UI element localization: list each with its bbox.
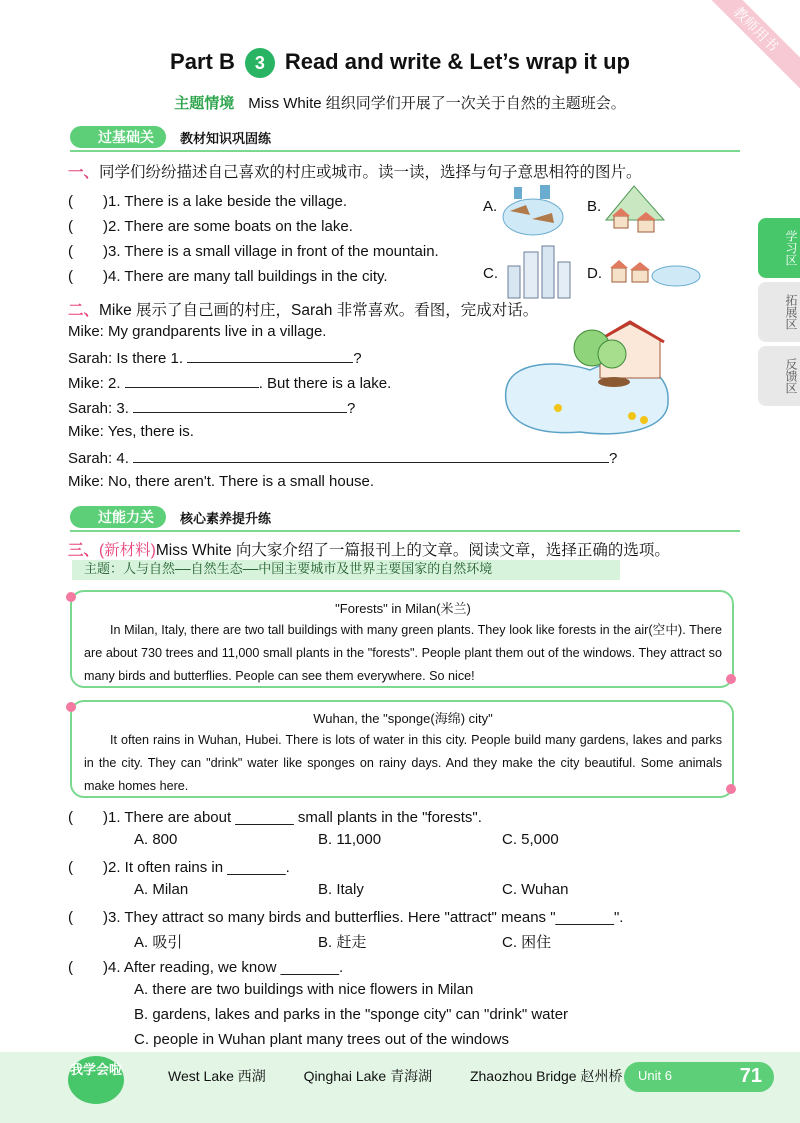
- q3-number: 三、: [68, 542, 100, 559]
- village-lake-illustration: [500, 320, 676, 440]
- q1-label-d: D.: [587, 265, 602, 282]
- heart-icon: [66, 592, 76, 602]
- heart-icon: [726, 674, 736, 684]
- question-stem: ( )2. It often rains in _______.: [68, 859, 290, 876]
- question-stem: ( )3. They attract so many birds and butterflies. Here "attract" means "_______".: [68, 909, 624, 926]
- dialogue-text: Sarah: 3.: [68, 400, 129, 417]
- q1-item: ( )4. There are many tall buildings in the city.: [68, 268, 388, 285]
- option-a[interactable]: A. there are two buildings with nice flowers in Milan: [134, 981, 474, 998]
- q1-number: 一、: [68, 164, 100, 181]
- dialogue-text: Sarah: 4.: [68, 450, 129, 467]
- q3-heading-text: Miss White 向大家介绍了一篇报刊上的文章。阅读文章，选择正确的选项。: [155, 542, 670, 559]
- unit-label: Unit 6: [638, 1068, 672, 1083]
- lesson-title: Read and write & Let’s wrap it up: [284, 48, 630, 74]
- q2-number: 二、: [68, 302, 100, 319]
- new-material-tag: (新材料): [99, 542, 156, 559]
- dialogue-line: Mike: Yes, there is.: [68, 423, 194, 440]
- heart-icon: [66, 702, 76, 712]
- dialogue-end: ?: [353, 350, 362, 367]
- scene-tag: 主题情境: [174, 95, 235, 112]
- passage-wuhan: [70, 700, 734, 798]
- scene-intro: [0, 92, 800, 113]
- dialogue-line: Mike: My grandparents live in a village.: [68, 323, 327, 340]
- option-b[interactable]: B. 11,000: [318, 831, 382, 848]
- q1-label-a: A.: [483, 198, 498, 215]
- option-b[interactable]: B. 赶走: [318, 934, 367, 951]
- dialogue-line: [68, 373, 391, 392]
- option-c[interactable]: C. 5,000: [502, 831, 559, 848]
- option-a[interactable]: A. 800: [134, 831, 178, 848]
- passage-body: It often rains in Wuhan, Hubei. There is lots of water in this city. People build many gardens, lakes and parks in the city. They can "drink" water like sponges on rainy days. And they make the city beautiful. Some animals make homes here.: [84, 733, 722, 793]
- village-mountain-picture: [604, 180, 670, 240]
- dialogue-line: [68, 348, 362, 367]
- answer-blank[interactable]: [133, 448, 609, 463]
- q2-heading-text: Mike 展示了自己画的村庄，Sarah 非常喜欢。看图，完成对话。: [99, 302, 539, 319]
- passage-title: Wuhan, the "sponge(海绵) city": [313, 711, 493, 726]
- q3-heading: [68, 538, 670, 560]
- answer-blank[interactable]: [125, 373, 259, 388]
- question-stem: ( )1. There are about _______ small plants in the "forests".: [68, 809, 482, 826]
- passage-title: "Forests" in Milan(米兰): [335, 601, 471, 616]
- section-ability-pill: 过能力关: [70, 506, 166, 528]
- dialogue-end: ?: [347, 400, 356, 417]
- vocab-item: Qinghai Lake 青海湖: [303, 1068, 433, 1084]
- page-number: 71: [739, 1065, 762, 1087]
- teacher-edition-ribbon: 教师用书: [685, 0, 800, 100]
- question-stem: ( )4. After reading, we know _______.: [68, 959, 344, 976]
- dialogue-line: [68, 398, 355, 417]
- dialogue-text: Mike: 2.: [68, 375, 121, 392]
- option-c[interactable]: C. Wuhan: [502, 881, 569, 898]
- tab-study[interactable]: 学习区: [758, 218, 800, 278]
- page-title: [0, 48, 800, 78]
- q1-item: ( )3. There is a small village in front of the mountain.: [68, 243, 439, 260]
- vocab-item: West Lake 西湖: [168, 1068, 266, 1084]
- theme-banner: 主题：人与自然——自然生态——中国主要城市及世界主要国家的自然环境: [72, 560, 620, 580]
- city-buildings-picture: [504, 244, 574, 300]
- section-ability-sub: 核心素养提升练: [180, 511, 272, 526]
- section-ability: [70, 506, 740, 532]
- tab-extend[interactable]: 拓展区: [758, 282, 800, 342]
- section-basic: [70, 126, 740, 152]
- village-lake-picture: [606, 256, 702, 290]
- page-indicator: [624, 1062, 774, 1092]
- dialogue-text: Sarah: Is there 1.: [68, 350, 184, 367]
- q2-heading: [68, 298, 538, 320]
- tab-feedback[interactable]: 反馈区: [758, 346, 800, 406]
- q1-label-c: C.: [483, 265, 498, 282]
- footer-logo: 我学会啦: [68, 1056, 124, 1104]
- option-c[interactable]: C. people in Wuhan plant many trees out of the windows: [134, 1031, 509, 1048]
- dialogue-end: ?: [609, 450, 618, 467]
- heart-icon: [726, 784, 736, 794]
- q1-item: ( )2. There are some boats on the lake.: [68, 218, 353, 235]
- option-a[interactable]: A. Milan: [134, 881, 189, 898]
- scene-text: Miss White 组织同学们开展了一次关于自然的主题班会。: [248, 95, 626, 112]
- passage-body: In Milan, Italy, there are two tall buildings with many green plants. They look like forests in the air(空中). There are about 730 trees and 11,000 small plants in the "forests". People plant them out of the windows. They attract so many birds and butterflies. People can see them everywhere. So nice!: [84, 623, 722, 683]
- q1-heading: [68, 160, 642, 182]
- dialogue-line: Mike: No, there aren't. There is a small house.: [68, 473, 375, 490]
- q1-item: ( )1. There is a lake beside the village.: [68, 193, 348, 210]
- option-b[interactable]: B. Italy: [318, 881, 364, 898]
- q1-label-b: B.: [587, 198, 602, 215]
- section-basic-sub: 教材知识巩固练: [180, 131, 272, 146]
- option-c[interactable]: C. 困住: [502, 934, 552, 951]
- section-basic-pill: 过基础关: [70, 126, 166, 148]
- dialogue-end: . But there is a lake.: [258, 375, 392, 392]
- footer: [0, 1052, 800, 1123]
- passage-milan: [70, 590, 734, 688]
- vocab-item: Zhaozhou Bridge 赵州桥: [469, 1068, 623, 1084]
- option-a[interactable]: A. 吸引: [134, 934, 183, 951]
- option-b[interactable]: B. gardens, lakes and parks in the "sponge city" can "drink" water: [134, 1006, 569, 1023]
- vocab-strip: [168, 1066, 657, 1086]
- answer-blank[interactable]: [187, 348, 353, 363]
- lake-boats-picture: [500, 183, 566, 239]
- lesson-badge: 3: [245, 48, 275, 78]
- dialogue-line: [68, 448, 617, 467]
- answer-blank[interactable]: [133, 398, 347, 413]
- part-label: Part B: [170, 48, 235, 74]
- q1-heading-text: 同学们纷纷描述自己喜欢的村庄或城市。读一读，选择与句子意思相符的图片。: [99, 164, 642, 181]
